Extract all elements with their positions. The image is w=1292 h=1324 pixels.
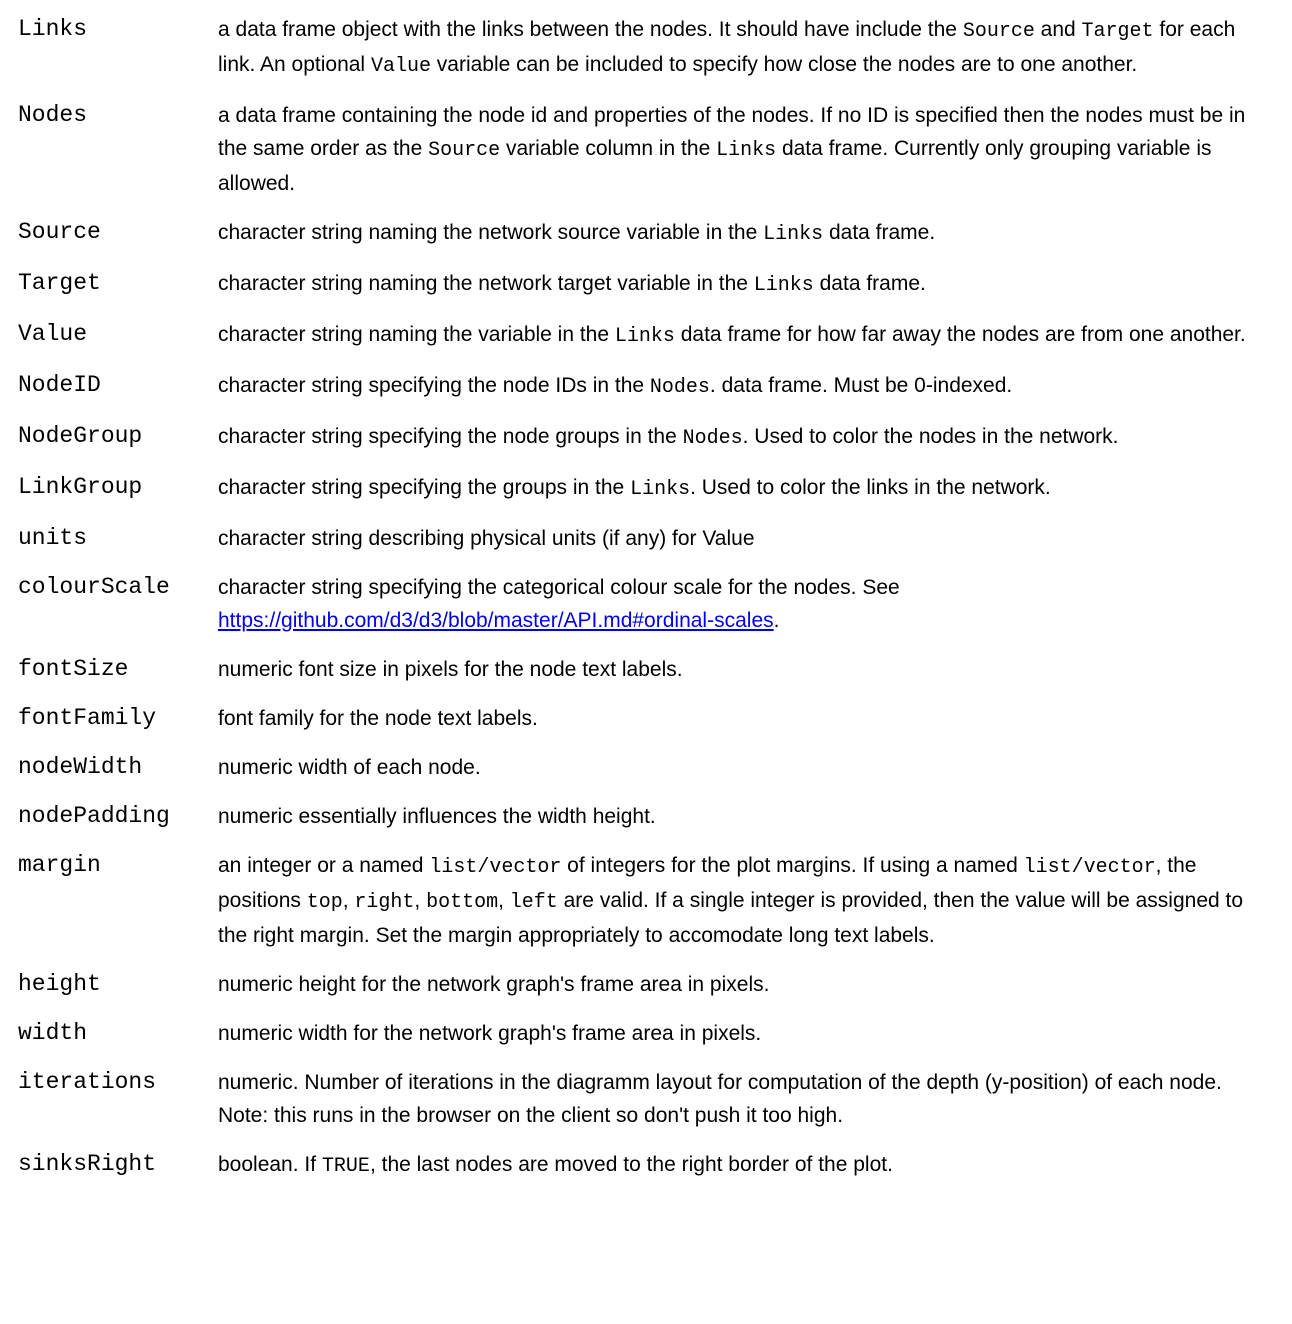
inline-code: left [509, 891, 558, 914]
argument-description: character string specifying the groups in the Links. Used to color the links in the network. [218, 476, 1051, 501]
argument-term-links: Links [18, 16, 88, 42]
argument-term-margin: margin [18, 852, 101, 878]
inline-code: Source [962, 20, 1035, 43]
argument-term-colourscale: colourScale [18, 574, 170, 600]
inline-code: Links [630, 478, 691, 501]
argument-description: character string naming the variable in the Links data frame for how far away the nodes are from one another. [218, 323, 1246, 348]
argument-term-value: Value [18, 321, 88, 347]
inline-code: Links [753, 274, 814, 297]
inline-code: list/vector [429, 856, 562, 879]
argument-term-nodes: Nodes [18, 102, 88, 128]
argument-term-fontsize: fontSize [18, 656, 129, 682]
inline-code: list/vector [1023, 856, 1156, 879]
inline-code: Nodes [649, 376, 710, 399]
argument-term-nodepadding: nodePadding [18, 803, 170, 829]
argument-description: a data frame object with the links between the nodes. It should have include the Source and Target for each link. An optional Value variable can be included to specify how close the nodes are to one another. [218, 18, 1236, 78]
argument-term-nodeid: NodeID [18, 372, 101, 398]
inline-code: Value [370, 55, 431, 78]
inline-code: right [354, 891, 415, 914]
inline-code: Links [763, 223, 824, 246]
argument-description: character string specifying the node IDs in the Nodes. data frame. Must be 0-indexed. [218, 374, 1013, 399]
argument-description: numeric. Number of iterations in the diagramm layout for computation of the depth (y-position) of each node. Note: this runs in the browser on the client so don't push it too high. [218, 1071, 1222, 1127]
argument-description: character string naming the network target variable in the Links data frame. [218, 272, 926, 297]
argument-description: boolean. If TRUE, the last nodes are moved to the right border of the plot. [218, 1153, 893, 1178]
argument-term-source: Source [18, 219, 101, 245]
argument-term-sinksright: sinksRight [18, 1151, 157, 1177]
argument-description: character string specifying the categorical colour scale for the nodes. See https://github.com/d3/d3/blob/master/API.md#ordinal-scales. [218, 576, 900, 632]
argument-description: font family for the node text labels. [218, 707, 538, 730]
argument-term-fontfamily: fontFamily [18, 705, 157, 731]
argument-term-target: Target [18, 270, 101, 296]
inline-code: TRUE [321, 1155, 370, 1178]
argument-term-height: height [18, 971, 101, 997]
argument-description: numeric width of each node. [218, 756, 481, 779]
inline-code: Nodes [682, 427, 743, 450]
inline-code: top [306, 891, 343, 914]
inline-code: Links [716, 139, 777, 162]
argument-term-nodegroup: NodeGroup [18, 423, 143, 449]
argument-description: numeric height for the network graph's frame area in pixels. [218, 973, 770, 996]
inline-code: Links [614, 325, 675, 348]
argument-description: character string describing physical units (if any) for Value [218, 527, 755, 550]
argument-description: numeric width for the network graph's frame area in pixels. [218, 1022, 762, 1045]
argument-term-nodewidth: nodeWidth [18, 754, 143, 780]
inline-code: bottom [426, 891, 499, 914]
argument-description: an integer or a named list/vector of integers for the plot margins. If using a named list/vector, the positions top, right, bottom, left are valid. If a single integer is provided, then the value will be assigned to the right margin. Set the margin appropriately to accomodate long text labels. [218, 854, 1244, 947]
argument-term-units: units [18, 525, 88, 551]
inline-code: Source [428, 139, 501, 162]
argument-description: numeric essentially influences the width height. [218, 805, 656, 828]
argument-description: character string naming the network source variable in the Links data frame. [218, 221, 936, 246]
ordinal-scales-link[interactable]: https://github.com/d3/d3/blob/master/API.md#ordinal-scales [218, 609, 774, 632]
argument-description: numeric font size in pixels for the node text labels. [218, 658, 683, 681]
argument-term-width: width [18, 1020, 88, 1046]
argument-term-linkgroup: LinkGroup [18, 474, 143, 500]
argument-description: a data frame containing the node id and properties of the nodes. If no ID is specified then the nodes must be in the same order as the Source variable column in the Links data frame. Currently only grouping variable is allowed. [218, 104, 1246, 195]
argument-term-iterations: iterations [18, 1069, 157, 1095]
argument-description: character string specifying the node groups in the Nodes. Used to color the nodes in the network. [218, 425, 1119, 450]
inline-code: Target [1081, 20, 1154, 43]
